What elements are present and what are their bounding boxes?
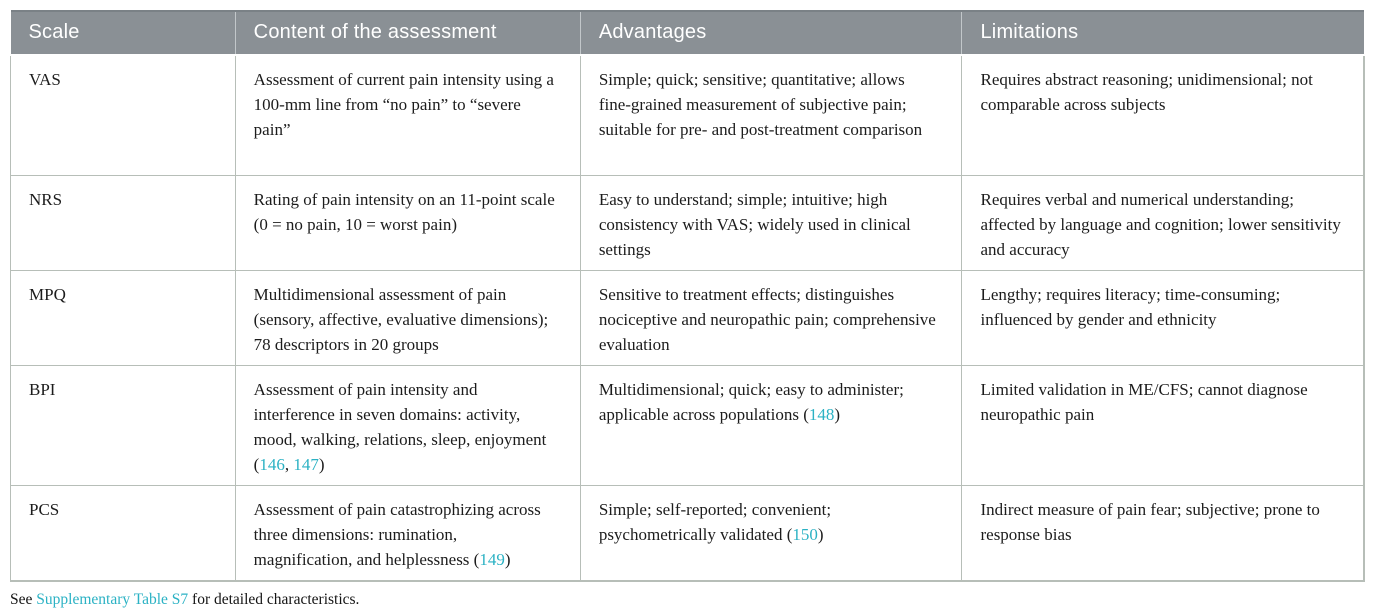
table-row [11, 55, 1365, 175]
cell-text: Limited validation in ME/CFS; cannot diagnose neuropathic pain [980, 379, 1308, 424]
cell-text: Lengthy; requires literacy; time-consuming; influenced by gender and ethnicity [980, 284, 1281, 329]
cell-text: ) [318, 454, 325, 474]
citation-link[interactable]: 148 [808, 404, 835, 424]
column-header-scale: Scale [11, 11, 236, 55]
advantages-cell [580, 175, 962, 270]
pain-scales-table [10, 10, 1365, 582]
cell-text: Rating of pain intensity on an 11-point scale (0 = no pain, 10 = worst pain) [253, 189, 555, 234]
content-cell [235, 175, 580, 270]
scale-cell [11, 365, 236, 485]
cell-text: Assessment of pain catastrophizing across three dimensions: rumination, magnification, and helplessness ( [253, 499, 541, 569]
cell-text: Easy to understand; simple; intuitive; high consistency with VAS; widely used in clinical settings [598, 189, 911, 259]
footnote-text: See [10, 590, 37, 608]
cell-text: Simple; self-reported; convenient; psychometrically validated ( [598, 499, 832, 544]
cell-text: PCS [29, 499, 60, 519]
citation-link[interactable]: 149 [479, 549, 505, 569]
cell-text: Multidimensional assessment of pain (sensory, affective, evaluative dimensions); 78 descriptors in 20 groups [253, 284, 549, 354]
content-cell [235, 365, 580, 485]
cell-text: Requires abstract reasoning; unidimensional; not comparable across subjects [980, 70, 1313, 114]
table-body [11, 55, 1365, 581]
cell-text: VAS [29, 70, 61, 89]
cell-text: MPQ [29, 284, 66, 304]
cell-text: ) [504, 549, 511, 569]
advantages-cell [580, 485, 962, 581]
citation-link[interactable]: 150 [792, 524, 818, 544]
content-cell [235, 485, 580, 581]
table-header [11, 11, 1365, 55]
supplementary-table-link[interactable]: Supplementary Table S7 [36, 590, 189, 608]
cell-text: Indirect measure of pain fear; subjective; prone to response bias [980, 499, 1320, 544]
scale-cell [11, 485, 236, 581]
cell-text: Multidimensional; quick; easy to administer; applicable across populations ( [598, 379, 904, 424]
table-row [11, 175, 1365, 270]
cell-text: Simple; quick; sensitive; quantitative; allows fine-grained measurement of subjective pain; suitable for pre- and post-treatment comparison [598, 70, 923, 139]
table-footnote [10, 591, 1365, 609]
footnote-text: for detailed characteristics. [188, 590, 360, 608]
advantages-cell [580, 365, 962, 485]
scale-cell [11, 55, 236, 175]
advantages-cell [580, 55, 962, 175]
cell-text: NRS [29, 189, 63, 209]
limitations-cell [962, 55, 1364, 175]
cell-text: Assessment of current pain intensity using a 100-mm line from “no pain” to “severe pain” [253, 70, 554, 139]
limitations-cell [962, 270, 1364, 365]
table-row [11, 365, 1365, 485]
cell-text: BPI [29, 379, 56, 399]
column-header-advantages: Advantages [580, 11, 962, 55]
cell-text: ) [834, 404, 841, 424]
table-row [11, 485, 1365, 581]
cell-text: , [284, 454, 294, 474]
column-header-limitations: Limitations [962, 11, 1364, 55]
cell-text: Sensitive to treatment effects; distinguishes nociceptive and neuropathic pain; comprehensive evaluation [598, 284, 936, 354]
limitations-cell [962, 175, 1364, 270]
cell-text: Requires verbal and numerical understanding; affected by language and cognition; lower sensitivity and accuracy [980, 189, 1341, 259]
limitations-cell [962, 485, 1364, 581]
content-cell [235, 270, 580, 365]
table-row [11, 270, 1365, 365]
limitations-cell [962, 365, 1364, 485]
scale-cell [11, 175, 236, 270]
content-cell [235, 55, 580, 175]
cell-text: Assessment of pain intensity and interference in seven domains: activity, mood, walking, relations, sleep, enjoyment ( [253, 379, 547, 474]
citation-link[interactable]: 146 [259, 454, 285, 474]
citation-link[interactable]: 147 [293, 454, 319, 474]
column-header-content: Content of the assessment [235, 11, 580, 55]
advantages-cell [580, 270, 962, 365]
cell-text: ) [817, 524, 824, 544]
scale-cell [11, 270, 236, 365]
